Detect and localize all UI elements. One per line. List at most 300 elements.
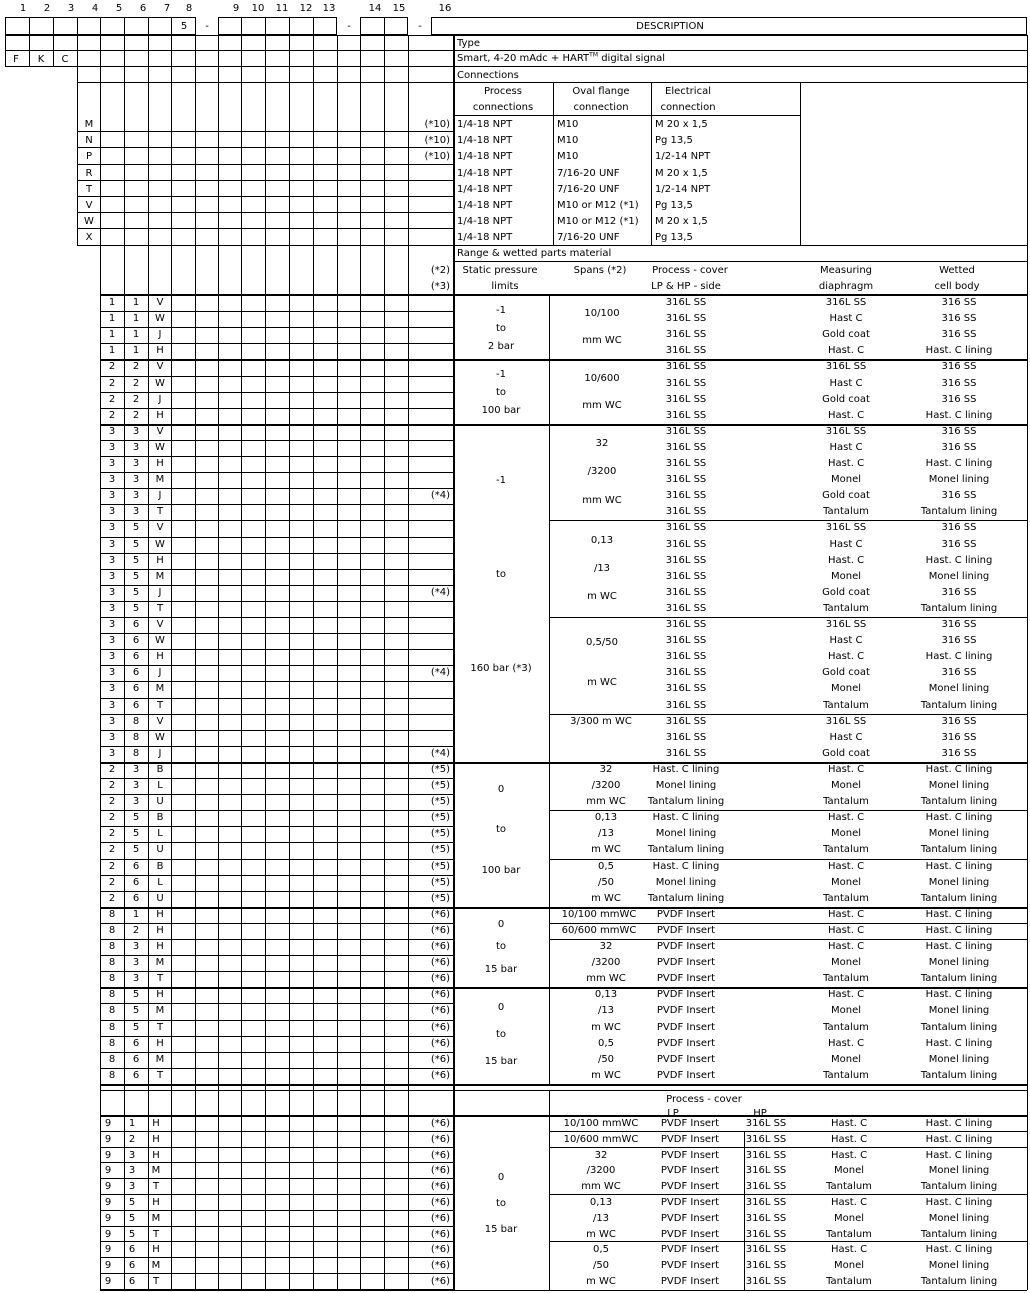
range-note: (*6) [430, 924, 450, 936]
material-code-letter: J [158, 490, 162, 502]
range-code-digit: 3 [108, 506, 116, 518]
range-code-digit: 2 [132, 409, 140, 421]
span-value: 0,13 [590, 534, 614, 546]
static-pressure-value: 0 [497, 1002, 505, 1014]
process-connection-value: 1/4-18 NPT [457, 200, 513, 211]
cell-body-value: 316 SS [941, 377, 977, 389]
description-left-border [453, 35, 455, 1290]
process-connection-value: 1/4-18 NPT [457, 119, 513, 130]
process-cover-value: 316L SS [665, 619, 707, 630]
pvdf-note: (*6) [430, 1212, 450, 1224]
process-cover-value: Hast. C lining [652, 763, 720, 775]
static-pressure-value: to [495, 322, 507, 334]
code-position-number: 10 [251, 3, 265, 14]
material-code-letter: U [156, 796, 164, 808]
range-code-digit: 3 [132, 796, 140, 808]
cell-body-value: 316 SS [941, 635, 977, 647]
material-code-letter: U [156, 892, 164, 904]
range-code-digit: 3 [132, 941, 140, 952]
process-cover-value: 316L SS [665, 441, 707, 453]
pvdf-body-value: Tantalum lining [920, 1276, 998, 1287]
ladder-column-line [241, 35, 242, 1290]
ladder-column-line [384, 35, 385, 1290]
diaphragm-value: Monel [830, 570, 862, 582]
cell-body-value: 316 SS [941, 747, 977, 759]
static-pressure-value: to [495, 387, 507, 399]
material-code-letter: W [155, 635, 165, 647]
range-code-digit: 8 [108, 941, 116, 952]
pvdf-code-digit: 3 [128, 1181, 136, 1193]
process-connection-value: 1/4-18 NPT [457, 232, 513, 244]
material-code-letter: J [158, 329, 162, 341]
pvdf-code-digit: 6 [128, 1276, 136, 1287]
flange-connection-value: M10 or M12 (*1) [557, 200, 639, 211]
cell-body-value: 316 SS [941, 538, 977, 550]
diaphragm-value: Monel [830, 828, 862, 840]
code-position-number: 7 [163, 3, 171, 14]
diaphragm-value: Gold coat [822, 329, 870, 341]
rule-line [100, 569, 453, 570]
material-code-letter: H [156, 941, 164, 952]
code-position-number: 16 [438, 3, 452, 14]
material-code-letter: M [155, 683, 165, 695]
pvdf-span-value: 10/600 mmWC [563, 1133, 639, 1145]
ladder-column-line [148, 35, 149, 1290]
range-code-digit: 2 [108, 876, 116, 888]
cell-body-value: Hast. C lining [925, 345, 993, 357]
connection-code: X [85, 232, 93, 244]
range-code-digit: 1 [132, 313, 140, 325]
range-code-digit: 1 [108, 297, 116, 308]
cell-body-value: Tantalum lining [920, 506, 998, 518]
diaphragm-value: Hast. C [827, 651, 865, 663]
material-code-letter: M [155, 1053, 165, 1065]
rule-line [100, 1020, 453, 1021]
ladder-column-line [408, 35, 409, 1290]
span-value: m WC [591, 1021, 621, 1033]
pvdf-span-value: 10/100 mmWC [563, 1118, 639, 1129]
process-cover-value: PVDF Insert [656, 1021, 716, 1033]
diaphragm-value: Monel [830, 876, 862, 888]
group-separator [100, 1084, 1027, 1086]
range-code-digit: 6 [132, 699, 140, 711]
material-code-letter: W [155, 377, 165, 389]
range-code-digit: 3 [108, 747, 116, 759]
rule-line [100, 826, 453, 827]
rule-line [100, 1003, 453, 1004]
material-code-letter: H [156, 458, 164, 469]
static-pressure-value: 100 bar [481, 864, 521, 876]
range-note: (*6) [430, 1005, 450, 1017]
cell-body-value: Hast. C lining [925, 941, 993, 952]
material-code-letter: T [156, 602, 164, 614]
ladder-column-line [337, 35, 338, 1290]
pvdf-diaphragm-value: Monel [833, 1212, 865, 1224]
pvdf-code-digit: 9 [104, 1118, 112, 1129]
material-code-letter: M [155, 474, 165, 486]
range-note: (*6) [430, 1037, 450, 1049]
rule-line [5, 66, 1027, 67]
pvdf-span-value: mm WC [581, 1181, 621, 1193]
pvdf-note: (*6) [430, 1244, 450, 1256]
pvdf-diaphragm-value: Tantalum [826, 1228, 872, 1240]
span-value: /13 [593, 563, 611, 575]
range-note: (*5) [430, 780, 450, 791]
cell-body-value: Monel lining [928, 828, 990, 840]
pvdf-static-value: 0 [497, 1172, 505, 1183]
wetted-body-header: cell body [934, 281, 980, 292]
material-code-letter: B [156, 812, 164, 824]
rule-line [100, 1257, 453, 1258]
code-position-number: 5 [115, 3, 123, 14]
code-box-divider [313, 17, 314, 35]
pvdf-lp-value: PVDF Insert [660, 1197, 720, 1208]
pvdf-diaphragm-value: Hast. C [830, 1118, 868, 1129]
diaphragm-value: Gold coat [822, 747, 870, 759]
process-cover-value: PVDF Insert [656, 908, 716, 920]
connection-code: W [84, 216, 94, 228]
connection-code: T [85, 183, 93, 195]
ladder-column-line [124, 35, 125, 1290]
span-separator [549, 1147, 1027, 1148]
static-pressure-value: -1 [496, 475, 506, 487]
pvdf-code-digit: 9 [104, 1133, 112, 1145]
static-pressure-value: 2 bar [487, 340, 515, 352]
diaphragm-value: 316L SS [825, 522, 867, 534]
range-note: (*5) [430, 860, 450, 872]
range-code-digit: 2 [108, 780, 116, 791]
span-value: 32 [599, 941, 613, 952]
pvdf-body-value: Tantalum lining [920, 1181, 998, 1193]
span-value: /3200 [591, 957, 621, 969]
code-position-number: 8 [185, 3, 193, 14]
span-separator [549, 923, 1027, 924]
range-code-digit: 5 [132, 1005, 140, 1017]
rule-line [100, 553, 453, 554]
material-code-letter: T [156, 1069, 164, 1081]
cell-body-value: 316 SS [941, 522, 977, 534]
pvdf-note: (*6) [430, 1197, 450, 1208]
rule-line [77, 196, 453, 197]
material-code-letter: J [158, 747, 162, 759]
electrical-connection-value: Pg 13,5 [655, 232, 693, 244]
static-pressure-header: limits [491, 281, 519, 292]
type-value-suffix: digital signal [598, 53, 666, 64]
rule-line [100, 617, 453, 618]
material-code-letter: T [156, 699, 164, 711]
rule-line [100, 698, 453, 699]
material-code-letter: M [155, 957, 165, 969]
diaphragm-value: Monel [830, 957, 862, 969]
rule-line [100, 939, 453, 940]
pvdf-material-letter: H [152, 1133, 160, 1145]
cell-body-value: Tantalum lining [920, 1069, 998, 1081]
diaphragm-value: Monel [830, 683, 862, 695]
pvdf-hp-value: 316L SS [745, 1276, 787, 1287]
electrical-connection-value: M 20 x 1,5 [655, 119, 708, 130]
static-pressure-value: 160 bar (*3) [470, 663, 532, 675]
range-note: (*6) [430, 908, 450, 920]
range-code-digit: 1 [132, 297, 140, 308]
range-code-digit: 3 [132, 763, 140, 775]
span-value: m WC [587, 591, 617, 603]
range-code-digit: 5 [132, 570, 140, 582]
code-box-divider [241, 17, 242, 35]
range-code-digit: 3 [108, 715, 116, 727]
pvdf-code-digit: 5 [128, 1228, 136, 1240]
range-note: (*6) [430, 1069, 450, 1081]
span-value: mm WC [582, 399, 622, 411]
cell-body-value: Tantalum lining [920, 973, 998, 985]
range-code-digit: 5 [132, 812, 140, 824]
pvdf-note: (*6) [430, 1228, 450, 1240]
pvdf-span-value: /50 [592, 1260, 610, 1272]
code-box-divider [289, 17, 290, 35]
range-code-digit: 5 [132, 828, 140, 840]
code-box-divider [77, 17, 78, 35]
material-code-letter: V [156, 297, 164, 308]
pvdf-hp-header: HP [753, 1107, 767, 1119]
description-header: DESCRIPTION [636, 21, 704, 32]
static-pressure-value: to [495, 569, 507, 581]
connection-code: P [85, 151, 93, 163]
pvdf-diaphragm-value: Hast. C [830, 1149, 868, 1161]
material-code-letter: H [156, 1037, 164, 1049]
cell-body-value: Hast. C lining [925, 812, 993, 824]
span-value: /50 [597, 876, 615, 888]
process-connection-value: 1/4-18 NPT [457, 216, 513, 228]
diaphragm-value: Hast. C [827, 812, 865, 824]
process-connection-value: 1/4-18 NPT [457, 135, 513, 147]
type-code-letter: F [13, 54, 19, 65]
pvdf-material-letter: H [152, 1149, 160, 1161]
range-code-digit: 5 [132, 602, 140, 614]
material-code-letter: J [158, 393, 162, 405]
diaphragm-value: Tantalum [823, 796, 869, 808]
rule-line [100, 1068, 453, 1069]
code-box-divider [53, 17, 54, 35]
rule-line [100, 1241, 453, 1242]
material-code-letter: H [156, 651, 164, 663]
range-code-digit: 3 [132, 458, 140, 469]
range-code-digit: 2 [108, 393, 116, 405]
rule-line [100, 1052, 453, 1053]
cell-body-value: Monel lining [928, 780, 990, 791]
range-code-digit: 3 [132, 425, 140, 437]
range-code-digit: 3 [108, 538, 116, 550]
code-dash: - [347, 21, 351, 32]
range-code-digit: 3 [108, 425, 116, 437]
range-note: (*5) [430, 828, 450, 840]
pvdf-body-value: Hast. C lining [925, 1244, 993, 1256]
pvdf-span-value: 0,5 [593, 1244, 609, 1256]
span-separator [549, 520, 1027, 521]
static-pressure-value: to [495, 941, 507, 953]
range-code-digit: 8 [132, 715, 140, 727]
flange-connection-header: connection [573, 102, 629, 113]
diaphragm-value: Monel [830, 474, 862, 486]
pvdf-code-digit: 5 [128, 1212, 136, 1224]
rule-line [100, 327, 453, 328]
material-code-letter: H [156, 908, 164, 920]
pvdf-code-digit: 6 [128, 1244, 136, 1256]
pvdf-code-digit: 9 [104, 1244, 112, 1256]
rule-line [100, 1226, 453, 1227]
pvdf-material-letter: T [152, 1228, 160, 1240]
range-code-digit: 8 [132, 731, 140, 743]
process-cover-value: PVDF Insert [656, 957, 716, 969]
pvdf-hp-value: 316L SS [745, 1260, 787, 1272]
range-code-digit: 2 [132, 924, 140, 936]
range-code-digit: 2 [132, 377, 140, 389]
range-code-digit: 3 [108, 602, 116, 614]
pvdf-diaphragm-value: Hast. C [830, 1244, 868, 1256]
rule-line [77, 147, 453, 148]
pvdf-code-digit: 9 [104, 1165, 112, 1177]
range-code-digit: 3 [132, 780, 140, 791]
process-cover-value: Hast. C lining [652, 812, 720, 824]
process-cover-value: 316L SS [665, 538, 707, 550]
range-code-digit: 3 [108, 570, 116, 582]
material-code-letter: V [156, 522, 164, 534]
process-cover-value: 316L SS [665, 586, 707, 598]
flange-connection-header: Oval flange [572, 86, 630, 97]
process-cover-value: PVDF Insert [656, 941, 716, 952]
rule-line [100, 1090, 1027, 1091]
pvdf-diaphragm-value: Monel [833, 1165, 865, 1177]
span-separator [549, 1241, 1027, 1242]
rule-line [100, 392, 453, 393]
pvdf-hp-value: 316L SS [745, 1118, 787, 1129]
process-cover-value: 316L SS [665, 297, 707, 308]
pvdf-hp-value: 316L SS [745, 1197, 787, 1208]
rule-line [100, 294, 1027, 296]
range-code-digit: 5 [132, 1021, 140, 1033]
process-connection-header: connections [472, 102, 534, 113]
range-code-digit: 3 [108, 458, 116, 469]
range-code-digit: 8 [108, 989, 116, 1001]
cell-body-value: 316 SS [941, 490, 977, 502]
range-code-digit: 6 [132, 635, 140, 647]
electrical-connection-value: Pg 13,5 [655, 135, 693, 147]
electrical-connection-value: 1/2-14 NPT [655, 151, 711, 163]
range-code-digit: 1 [108, 345, 116, 357]
cell-body-value: 316 SS [941, 715, 977, 727]
pvdf-lp-value: PVDF Insert [660, 1244, 720, 1256]
rule-line [100, 1273, 453, 1274]
process-cover-value: 316L SS [665, 554, 707, 566]
range-note: (*6) [430, 941, 450, 952]
range-code-digit: 3 [108, 522, 116, 534]
range-code-digit: 2 [108, 860, 116, 872]
span-value: 0,5/50 [586, 637, 618, 649]
electrical-connection-value: M 20 x 1,5 [655, 167, 708, 179]
electrical-connection-header: Electrical [665, 86, 711, 97]
material-code-letter: W [155, 731, 165, 743]
rule-line [100, 746, 453, 747]
flange-connection-value: M10 [557, 119, 579, 130]
process-cover-value: 316L SS [665, 345, 707, 357]
range-code-digit: 3 [108, 683, 116, 695]
rule-line [453, 82, 800, 83]
span-value: mm WC [586, 796, 626, 808]
rule-line [100, 1115, 1027, 1117]
group-separator [100, 987, 1027, 989]
cell-body-value: 316 SS [941, 667, 977, 679]
diaphragm-value: Hast C [829, 313, 863, 325]
cell-body-value: Hast. C lining [925, 458, 993, 469]
range-note: (*5) [430, 876, 450, 888]
connections-col-line [800, 82, 801, 245]
rule-line [100, 1178, 453, 1179]
process-cover-value: 316L SS [665, 522, 707, 534]
range-code-digit: 8 [108, 1053, 116, 1065]
cell-body-value: 316 SS [941, 441, 977, 453]
span-value: /50 [597, 1053, 615, 1065]
cell-body-value: Hast. C lining [925, 908, 993, 920]
cell-body-value: 316 SS [941, 731, 977, 743]
pvdf-body-value: Monel lining [928, 1165, 990, 1177]
range-code-digit: 1 [132, 908, 140, 920]
connection-code: R [85, 167, 93, 179]
range-code-digit: 1 [108, 329, 116, 341]
diaphragm-value: Tantalum [823, 602, 869, 614]
pvdf-span-value: /13 [592, 1212, 610, 1224]
range-code-digit: 2 [108, 892, 116, 904]
process-cover-value: 316L SS [665, 635, 707, 647]
range-note: (*5) [430, 796, 450, 808]
range-code-digit: 3 [108, 490, 116, 502]
pvdf-span-value: /3200 [586, 1165, 616, 1177]
process-cover-value: PVDF Insert [656, 1069, 716, 1081]
process-connection-value: 1/4-18 NPT [457, 151, 513, 163]
flange-connection-value: 7/16-20 UNF [557, 167, 620, 179]
flange-connection-value: M10 [557, 151, 579, 163]
range-code-digit: 5 [132, 844, 140, 856]
range-code-digit: 6 [132, 892, 140, 904]
rule-line [100, 971, 453, 972]
pvdf-span-value: m WC [586, 1228, 616, 1240]
range-code-digit: 3 [108, 635, 116, 647]
cell-body-value: Tantalum lining [920, 796, 998, 808]
pvdf-code-digit: 5 [128, 1197, 136, 1208]
pvdf-material-letter: H [152, 1244, 160, 1256]
pvdf-lp-header: LP [667, 1107, 679, 1119]
diaphragm-value: Hast. C [827, 908, 865, 920]
static-pressure-value: to [495, 1028, 507, 1040]
span-value: 10/600 [584, 372, 620, 384]
pvdf-code-digit: 9 [104, 1149, 112, 1161]
pvdf-diaphragm-value: Hast. C [830, 1133, 868, 1145]
span-separator [549, 939, 1027, 940]
diaphragm-value: Hast C [829, 377, 863, 389]
code-box-divider [171, 17, 172, 35]
pvdf-static-value: 15 bar [484, 1224, 518, 1235]
process-cover-value: 316L SS [665, 361, 707, 373]
diaphragm-value: Hast. C [827, 763, 865, 775]
rule-line [77, 212, 453, 213]
process-cover-value: 316L SS [665, 506, 707, 518]
range-code-digit: 2 [108, 409, 116, 421]
code-position-number: 1 [19, 3, 27, 14]
pvdf-code-digit: 2 [128, 1133, 136, 1145]
pvdf-code-digit: 3 [128, 1165, 136, 1177]
pvdf-lp-value: PVDF Insert [660, 1212, 720, 1224]
code-position-number: 15 [392, 3, 406, 14]
process-cover-value: 316L SS [665, 329, 707, 341]
span-value: 0,5 [598, 1037, 614, 1049]
rule-line [100, 810, 453, 811]
